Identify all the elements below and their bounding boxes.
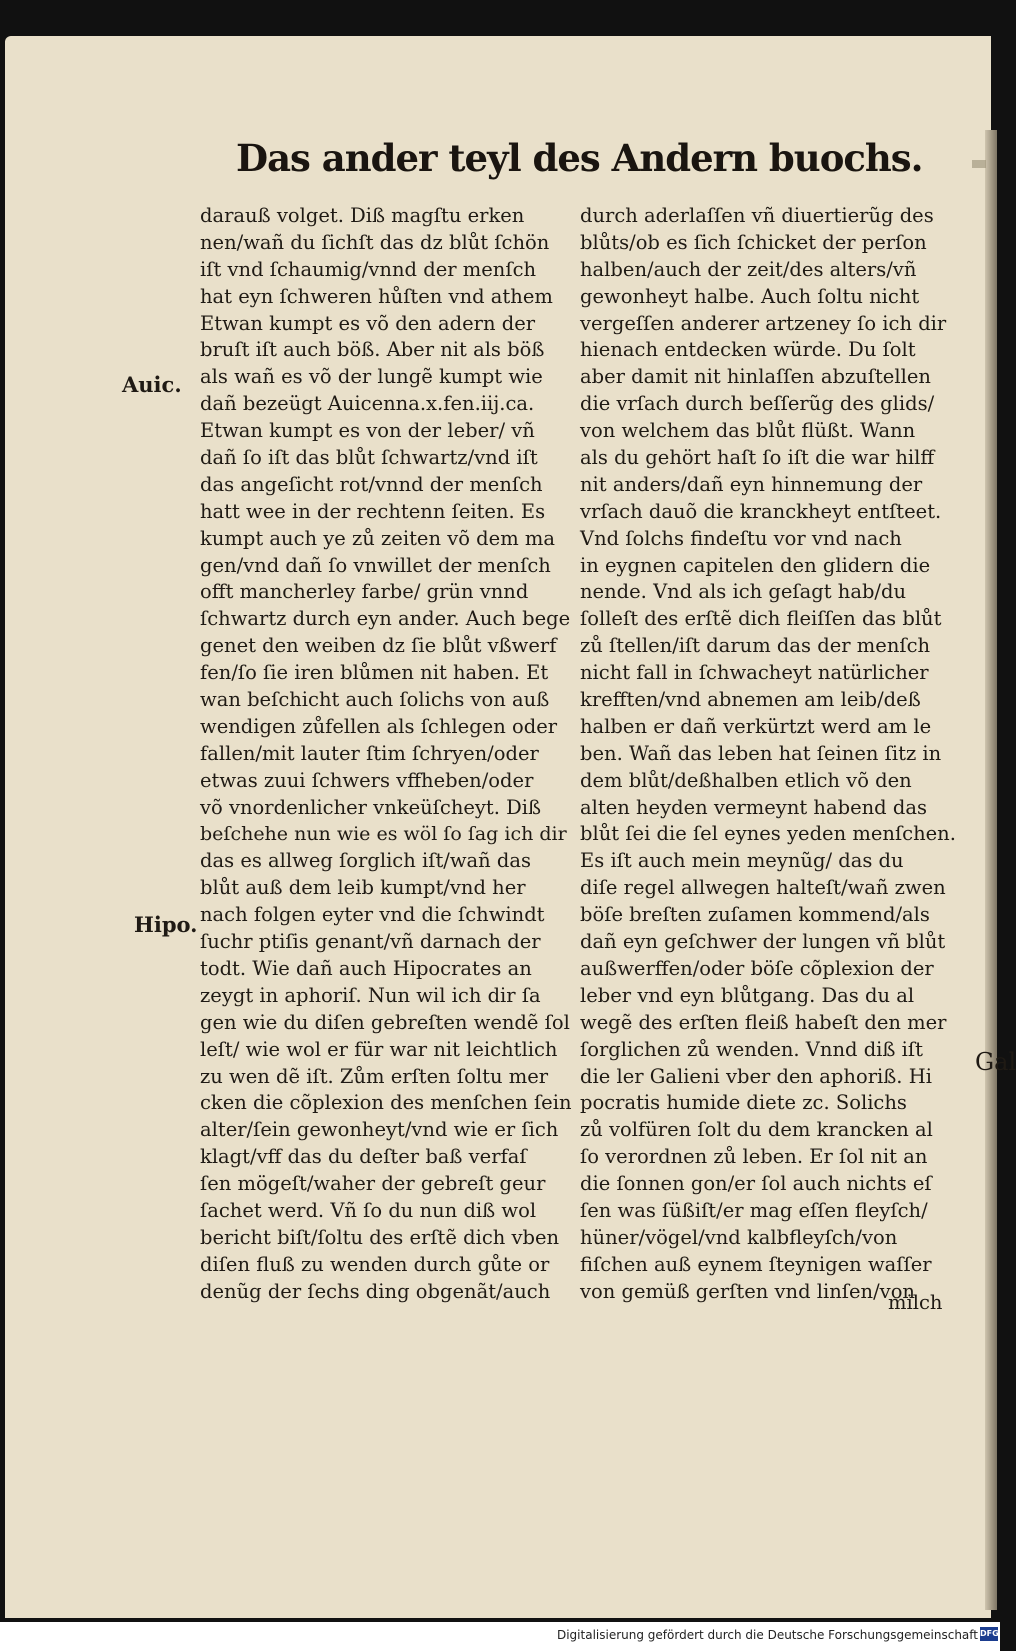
left-column-line: zu wen dẽ iſt. Zům erſten ſoltu mer [200, 1064, 549, 1088]
left-column-line: nen/wañ du ſichſt das dz blůt ſchön [200, 230, 550, 254]
right-column-line: vergeſſen anderer artzeney ſo ich dir [580, 311, 947, 335]
right-column-line: fiſchen auß eynem ſteynigen waſſer [580, 1252, 932, 1276]
right-column-line: Es iſt auch mein meynũg/ das du [580, 849, 904, 873]
left-column-line: zeygt in aphoriſ. Nun wil ich dir ſa [200, 983, 541, 1007]
right-column-line: dañ eyn geſchwer der lungen vñ blůt [580, 930, 946, 954]
right-column-line: außwerffen/oder böſe cõplexion der [580, 956, 934, 980]
left-column-line: ſuchr ptiſis genant/vñ darnach der [200, 930, 541, 954]
right-column-line: halben/auch der zeit/des alters/vñ [580, 257, 917, 281]
footer-bar [0, 1622, 1000, 1651]
left-column-line: dañ bezeügt Auicenna.x.fen.iij.ca. [200, 392, 535, 416]
right-column-line: halben er dañ verkürtzt werd am le [580, 714, 932, 738]
margin-note-galenus: Gal [975, 1048, 1016, 1076]
left-column-line: darauß volget. Diß magſtu erken [200, 204, 525, 227]
right-column-line: hüner/vögel/vnd kalbfleyſch/von [580, 1225, 898, 1249]
left-column-line: kumpt auch ye zů zeiten võ dem ma [200, 526, 555, 550]
left-column-line: ſen mögeſt/waher der gebreſt geur [200, 1172, 546, 1196]
right-column-line: ben. Wañ das leben hat ſeinen ſitz in [580, 741, 942, 765]
right-column-line: ſen was ſüßiſt/er mag eſſen fleyſch/ [580, 1198, 928, 1222]
left-column-line: beſchehe nun wie es wöl ſo ſag ich dir [200, 823, 567, 846]
right-column-line: aber damit nit hinlaſſen abzuſtellen [580, 365, 931, 389]
right-column-line: gewonheyt halbe. Auch ſoltu nicht [580, 284, 920, 308]
right-column-line: leber vnd eyn blůtgang. Das du al [580, 983, 915, 1007]
right-column-line: dem blůt/deßhalben etlich võ den [580, 768, 912, 792]
dfg-logo-icon: DFG [980, 1627, 998, 1641]
left-column-line: genet den weiben dz ſie blůt vßwerf [200, 634, 557, 658]
left-column-line: hat eyn ſchweren hůſten vnd athem [200, 284, 553, 308]
right-text-column [580, 203, 956, 1306]
running-head: Das ander teyl des Andern buochs. [236, 136, 923, 180]
right-column-line: von welchem das blůt flüßt. Wann [580, 419, 916, 443]
left-column-line: ſachet werd. Vñ ſo du nun diß wol [200, 1198, 537, 1222]
right-column-line: ſorglichen zů wenden. Vnnd diß iſt [580, 1037, 923, 1061]
right-column-line: als du gehört haſt ſo iſt die war hilff [580, 446, 935, 470]
left-column-line: Etwan kumpt es võ den adern der [200, 311, 536, 335]
right-column-line: die vrſach durch beſſerũg des glids/ [580, 392, 935, 416]
left-column-line: iſt vnd ſchaumig/vnnd der menſch [200, 257, 537, 281]
left-column-line: Etwan kumpt es von der leber/ vñ [200, 419, 535, 443]
left-column-line: etwas zuui ſchwers vffheben/oder [200, 768, 534, 792]
left-column-line: wan beſchicht auch ſolichs von auß [200, 688, 550, 712]
left-column-line: leſt/ wie wol er für war nit leichtlich [200, 1037, 558, 1061]
footer-credit: Digitalisierung gefördert durch die Deutsche Forschungsgemeinschaft [556, 1628, 978, 1642]
right-column-line: hienach entdecken würde. Du ſolt [580, 338, 916, 362]
margin-note-hipocrates: Hipo. [134, 912, 198, 937]
left-column-line: ſchwartz durch eyn ander. Auch bege [200, 607, 571, 631]
left-column-line: klagt/vff das du deſter baß verfaſ [200, 1145, 527, 1169]
right-column-line: böſe breſten zuſamen kommend/als [580, 903, 930, 927]
left-column-line: offt mancherley farbe/ grün vnnd [200, 580, 529, 604]
left-column-line: diſen fluß zu wenden durch gůte or [200, 1252, 550, 1276]
right-column-line: alten heyden vermeynt habend das [580, 795, 927, 819]
right-column-line: krefften/vnd abnemen am leib/deß [580, 688, 921, 712]
right-column-line: die ler Galieni vber den aphoriß. Hi [580, 1064, 932, 1088]
margin-note-auicenna: Auic. [122, 372, 182, 397]
left-column-line: fen/ſo ſie iren blůmen nit haben. Et [200, 661, 549, 685]
left-column-line: todt. Wie dañ auch Hipocrates an [200, 956, 532, 980]
right-column-line: blůt ſei die ſel eynes yeden menſchen. [580, 822, 956, 846]
left-column-line: hatt wee in der rechtenn ſeiten. Es [200, 499, 546, 523]
left-column-line: gen/vnd dañ ſo vnwillet der menſch [200, 553, 551, 577]
left-column-line: bericht biſt/ſoltu des erſtẽ dich vben [200, 1225, 560, 1249]
left-text-column [200, 203, 572, 1306]
left-column-line: das es allweg ſorglich iſt/wañ das [200, 849, 532, 873]
left-column-line: bruſt iſt auch böß. Aber nit als böß [200, 338, 545, 362]
right-column-line: nit anders/dañ eyn hinnemung der [580, 472, 923, 496]
right-column-line: die ſonnen gon/er ſol auch nichts eſ [580, 1172, 932, 1196]
right-column-line: vrſach dauõ die kranckheyt entſteet. [580, 499, 942, 523]
left-column-line: wendigen zůfellen als ſchlegen oder [200, 714, 558, 738]
left-column-line: cken die cõplexion des menſchen ſein [200, 1091, 572, 1115]
right-column-line: zů volfüren ſolt du dem krancken al [580, 1118, 933, 1142]
left-column-line: als wañ es võ der lungẽ kumpt wie [200, 365, 543, 389]
left-column-line: nach folgen eyter vnd die ſchwindt [200, 903, 545, 927]
catchword: milch [888, 1291, 943, 1314]
right-column-line: ſo verordnen zů leben. Er ſol nit an [580, 1145, 928, 1169]
right-column-line: diſe regel allwegen halteſt/wañ zwen [580, 876, 946, 900]
left-column-line: dañ ſo iſt das blůt ſchwartz/vnd iſt [200, 446, 538, 470]
page-smudge [972, 160, 986, 168]
right-column-line: ſolleſt des erſtẽ dich fleiſſen das blůt [580, 607, 942, 631]
right-column-line: durch aderlaſſen vñ diuertierũg des [580, 204, 934, 227]
right-column-line: von gemüß gerſten vnd linſen/von [580, 1279, 915, 1303]
right-column-line: blůts/ob es ſich ſchicket der perſon [580, 230, 927, 254]
right-column-line: Vnd ſolchs findeſtu vor vnd nach [580, 526, 902, 550]
right-column-line: zů ſtellen/iſt darum das der menſch [580, 634, 931, 658]
right-column-line: in eygnen capitelen den glidern die [580, 553, 931, 577]
left-column-line: das angeſicht rot/vnnd der menſch [200, 472, 543, 496]
left-column-line: võ vnordenlicher vnkeüſcheyt. Diß [200, 795, 542, 819]
page-edge [985, 130, 997, 1610]
left-column-line: gen wie du diſen gebreſten wendẽ ſol [200, 1010, 570, 1034]
right-column-line: pocratis humide diete zc. Solichs [580, 1091, 907, 1115]
right-column-line: nicht fall in ſchwacheyt natürlicher [580, 661, 929, 685]
left-column-line: denũg der ſechs ding obgenãt/auch [200, 1279, 551, 1303]
left-column-line: alter/ſein gewonheyt/vnd wie er ſich [200, 1118, 559, 1142]
right-column-line: nende. Vnd als ich geſagt hab/du [580, 580, 907, 604]
left-column-line: blůt auß dem leib kumpt/vnd her [200, 876, 526, 900]
right-column-line: wegẽ des erſten fleiß habeſt den mer [580, 1010, 947, 1034]
left-column-line: fallen/mit lauter ſtim ſchryen/oder [200, 741, 539, 765]
